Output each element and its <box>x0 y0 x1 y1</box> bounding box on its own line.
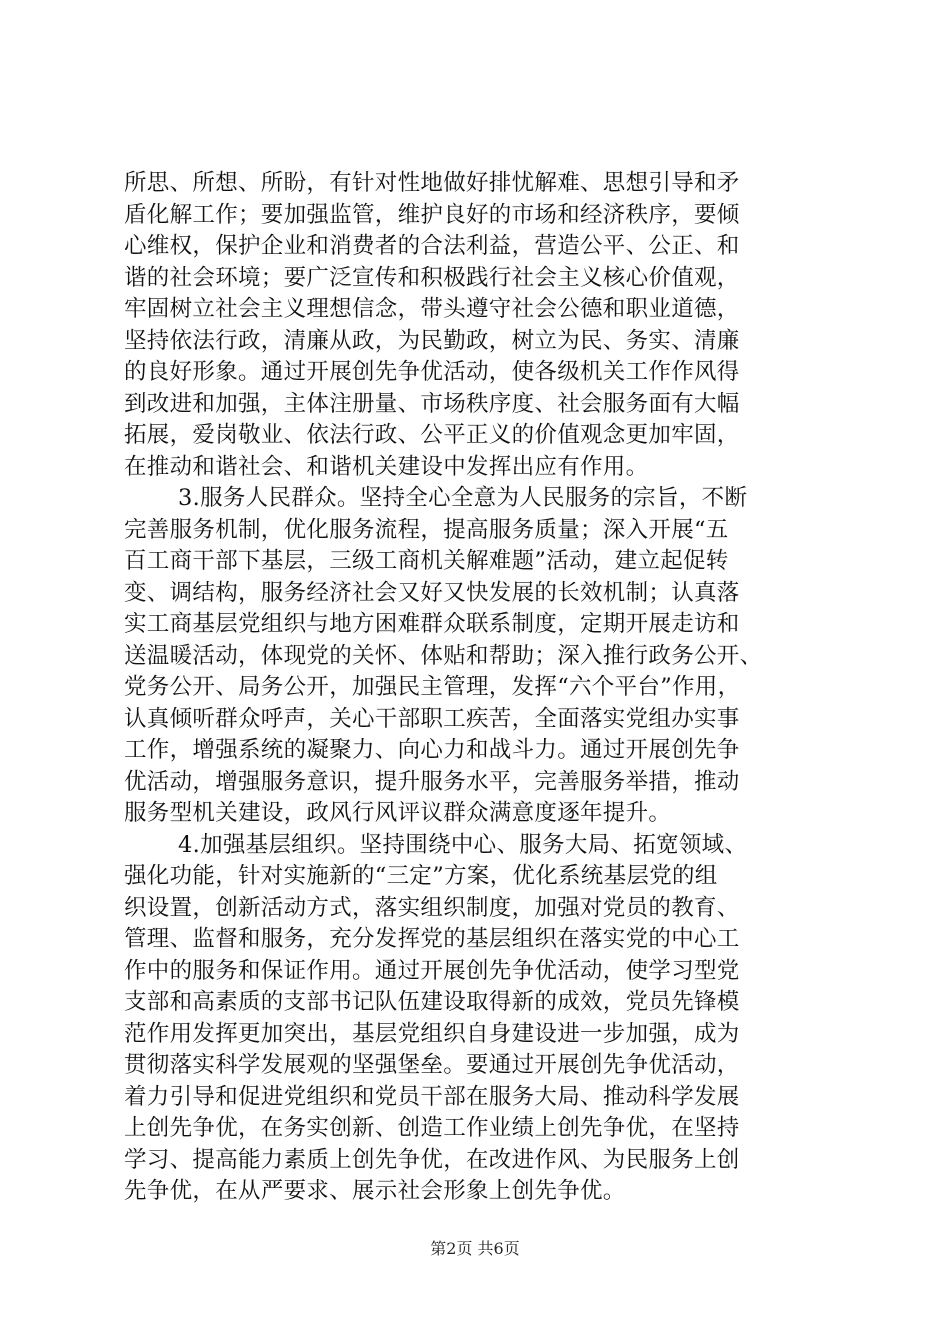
text-line: 学习、提高能力素质上创先争优，在改进作风、为民服务上创 <box>124 1146 740 1173</box>
text-line: 上创先争优，在务实创新、创造工作业绩上创先争优，在坚持 <box>124 1115 740 1141</box>
text-line: 范作用发挥更加突出，基层党组织自身建设进一步加强，成为 <box>124 1020 740 1047</box>
body-text <box>124 168 836 1208</box>
text-line: 所思、所想、所盼，有针对性地做好排忧解难、思想引导和矛 <box>124 170 740 196</box>
text-line: 先争优，在从严要求、展示社会形象上创先争优。 <box>124 1178 626 1204</box>
paragraph-heading-3: 3.服务人民群众。坚持全心全意为人民服务的宗旨，不断 <box>178 485 748 511</box>
text-line: 优活动，增强服务意识，提升服务水平，完善服务举措，推动 <box>124 768 740 795</box>
text-line: 着力引导和促进党组织和党员干部在服务大局、推动科学发展 <box>124 1083 740 1110</box>
text-line: 贯彻落实科学发展观的坚强堡垒。要通过开展创先争优活动， <box>124 1052 740 1078</box>
text-line: 的良好形象。通过开展创先争优活动，使各级机关工作作风得 <box>124 359 740 385</box>
text-line: 盾化解工作；要加强监管，维护良好的市场和经济秩序，要倾 <box>124 201 740 228</box>
text-line: 支部和高素质的支部书记队伍建设取得新的成效，党员先锋模 <box>124 989 740 1015</box>
text-line: 送温暖活动，体现党的关怀、体贴和帮助；深入推行政务公开、 <box>124 642 763 669</box>
text-line: 党务公开、局务公开，加强民主管理，发挥“六个平台”作用， <box>124 674 741 700</box>
text-line: 变、调结构，服务经济社会又好又快发展的长效机制；认真落 <box>124 579 740 606</box>
text-line: 到改进和加强，主体注册量、市场秩序度、社会服务面有大幅 <box>124 390 740 417</box>
text-line: 心维权，保护企业和消费者的合法利益，营造公平、公正、和 <box>124 233 740 259</box>
paragraph-heading-4: 4.加强基层组织。坚持围绕中心、服务大局、拓宽领域、 <box>178 831 748 858</box>
text-line: 坚持依法行政，清廉从政，为民勤政，树立为民、务实、清廉 <box>124 327 740 354</box>
text-line: 工作，增强系统的凝聚力、向心力和战斗力。通过开展创先争 <box>124 737 740 763</box>
text-line: 认真倾听群众呼声，关心干部职工疾苦，全面落实党组办实事 <box>124 705 740 732</box>
text-line: 在推动和谐社会、和谐机关建设中发挥出应有作用。 <box>124 453 649 480</box>
text-line: 谐的社会环境；要广泛宣传和积极践行社会主义核心价值观， <box>124 264 740 291</box>
text-line: 牢固树立社会主义理想信念，带头遵守社会公德和职业道德， <box>124 296 740 322</box>
text-line: 完善服务机制，优化服务流程，提高服务质量；深入开展“五 <box>124 516 729 543</box>
text-line: 管理、监督和服务，充分发挥党的基层组织在落实党的中心工 <box>124 926 740 952</box>
text-line: 实工商基层党组织与地方困难群众联系制度，定期开展走访和 <box>124 611 740 637</box>
page-footer: 第2页 共6页 <box>430 1239 520 1258</box>
text-line: 强化功能，针对实施新的“三定”方案，优化系统基层党的组 <box>124 863 718 889</box>
text-line: 百工商干部下基层，三级工商机关解难题”活动，建立起促转 <box>124 548 729 574</box>
text-line: 织设置，创新活动方式，落实组织制度，加强对党员的教育、 <box>124 894 740 921</box>
text-line: 作中的服务和保证作用。通过开展创先争优活动，使学习型党 <box>124 957 740 984</box>
text-line: 服务型机关建设，政风行风评议群众满意度逐年提升。 <box>124 800 672 826</box>
text-line: 拓展，爱岗敬业、依法行政、公平正义的价值观念更加牢固， <box>124 422 740 448</box>
